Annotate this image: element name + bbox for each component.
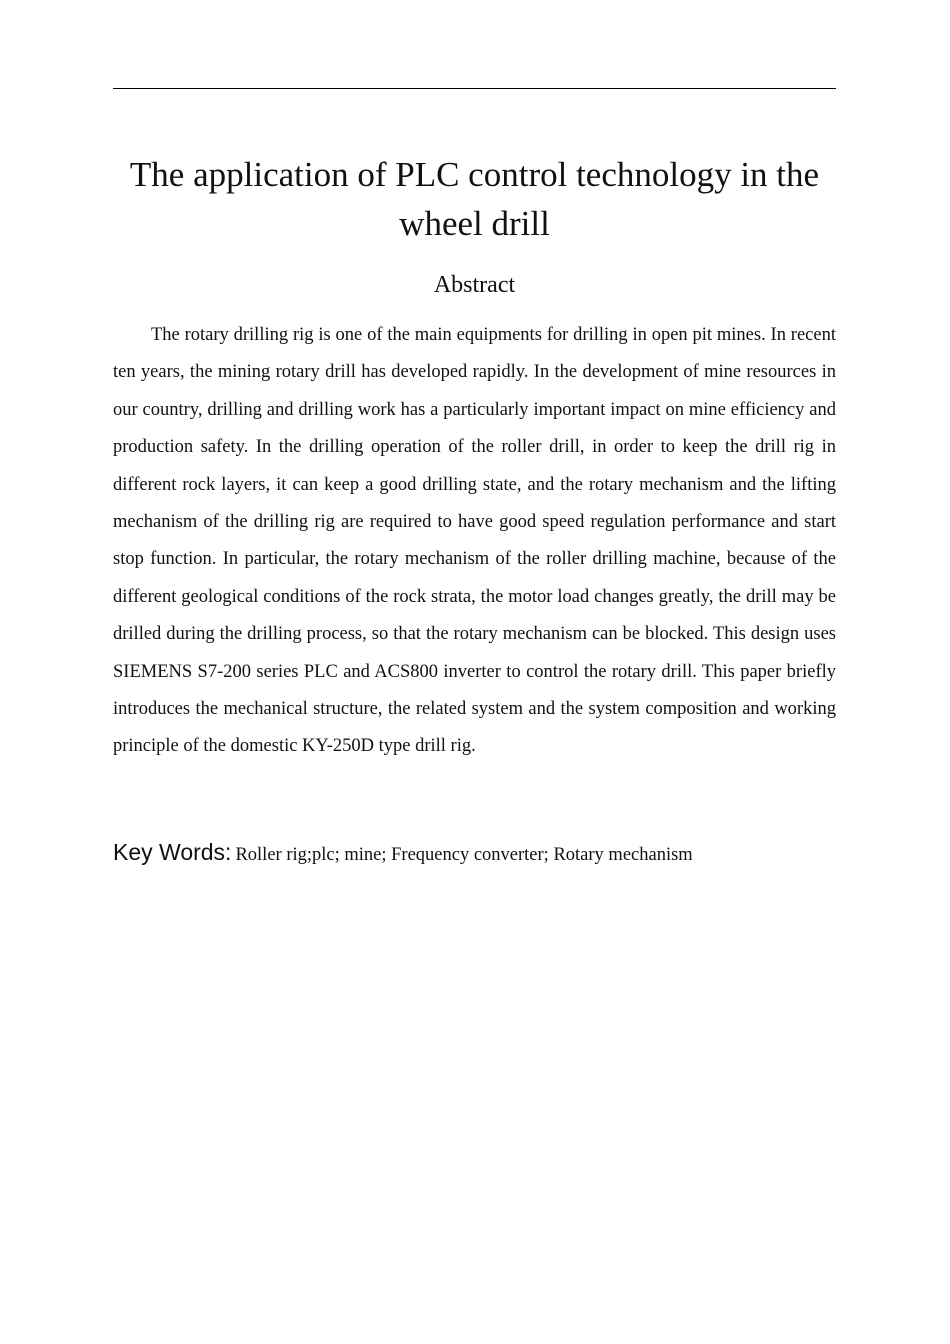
keywords-line <box>113 839 836 866</box>
abstract-heading: Abstract <box>433 272 516 298</box>
abstract-body: The rotary drilling rig is one of the main equipments for drilling in open pit mines. In recent ten years, the mining rotary drill has developed rapidly. In the development of mine resources in our country, drilling and drilling work has a particularly important impact on mine efficiency and production safety. In the drilling operation of the roller drill, in order to keep the drill rig in different rock layers, it can keep a good drilling state, and the rotary mechanism and the lifting mechanism of the drilling rig are required to have good speed regulation performance and start stop function. In particular, the rotary mechanism of the roller drilling machine, because of the different geological conditions of the rock strata, the motor load changes greatly, the drill may be drilled during the drilling process, so that the rotary mechanism can be blocked. This design uses SIEMENS S7-200 series PLC and ACS800 inverter to control the rotary drill. This paper briefly introduces the mechanical structure, the related system and the system composition and working principle of the domestic KY-250D type drill rig. <box>113 325 836 757</box>
header-rule <box>113 88 836 89</box>
document-title: The application of PLC control technology in the wheel drill <box>129 155 820 243</box>
keywords-label: Key Words: <box>113 839 232 865</box>
keywords-value: Roller rig;plc; mine; Frequency converter; Rotary mechanism <box>235 845 693 865</box>
